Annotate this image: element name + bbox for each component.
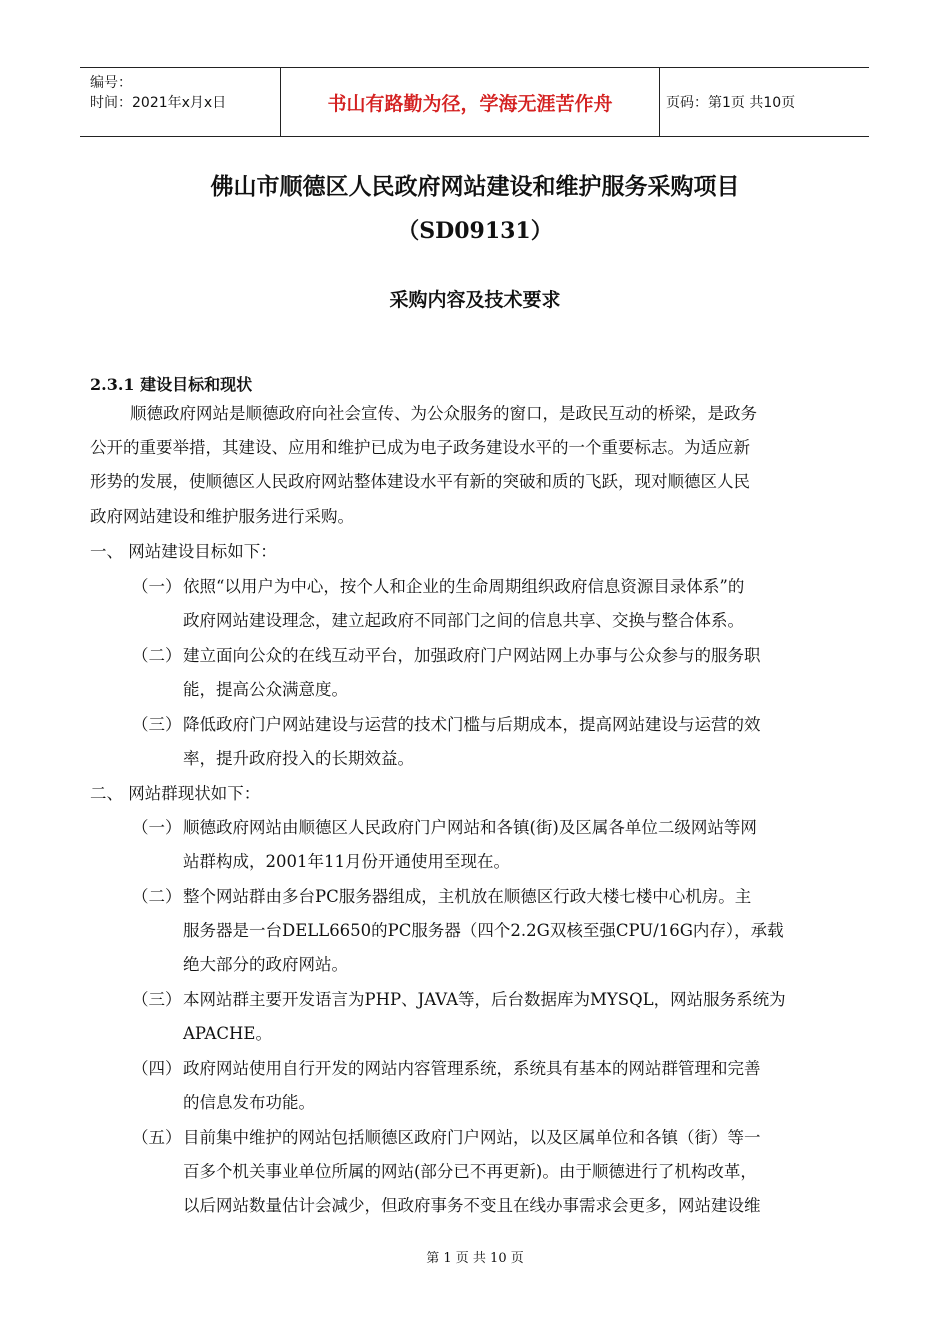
header-motto: 书山有路勤为径，学海无涯苦作舟	[280, 68, 660, 136]
list-number: （二）	[132, 646, 182, 665]
header-meta	[80, 68, 280, 136]
list-item-line: 百多个机关事业单位所属的网站(部分已不再更新)。由于顺德进行了机构改革，	[183, 1162, 757, 1181]
intro-line: 公开的重要举措，其建设、应用和维护已成为电子政务建设水平的一个重要标志。为适应新	[90, 438, 750, 457]
list-number: （三）	[132, 715, 182, 734]
list-number: （四）	[132, 1059, 182, 1078]
list-item-line: 以后网站数量估计会减少，但政府事务不变且在线办事需求会更多，网站建设维	[183, 1196, 761, 1215]
list-number: （二）	[132, 887, 182, 906]
time-label: 时间：2021年x月x日	[90, 95, 227, 111]
list-item-line: 本网站群主要开发语言为PHP、JAVA等，后台数据库为MYSQL，网站服务系统为	[183, 990, 786, 1009]
list-item-line: 依照“以用户为中心，按个人和企业的生命周期组织政府信息资源目录体系”的	[183, 577, 745, 596]
list-item-line: 率，提升政府投入的长期效益。	[183, 749, 414, 768]
intro-line: 政府网站建设和维护服务进行采购。	[90, 507, 354, 526]
list-number: （一）	[132, 818, 182, 837]
list-item-line: 站群构成，2001年11月份开通使用至现在。	[183, 852, 510, 871]
part2-heading: 二、 网站群现状如下：	[90, 784, 261, 803]
document-title: 佛山市顺德区人民政府网站建设和维护服务采购项目	[210, 173, 740, 200]
list-item-line: 政府网站建设理念，建立起政府不同部门之间的信息共享、交换与整合体系。	[183, 611, 744, 630]
intro-line: 顺德政府网站是顺德政府向社会宣传、为公众服务的窗口，是政民互动的桥梁，是政务	[130, 404, 757, 423]
page-footer: 第 1 页 共 10 页	[426, 1251, 524, 1266]
document-subtitle: 采购内容及技术要求	[389, 289, 561, 311]
header-table	[80, 67, 869, 137]
list-number: （五）	[132, 1128, 182, 1147]
section-heading: 2.3.1 建设目标和现状	[90, 375, 253, 394]
list-item-line: 绝大部分的政府网站。	[183, 955, 348, 974]
intro-line: 形势的发展，使顺德区人民政府网站整体建设水平有新的突破和质的飞跃，现对顺德区人民	[90, 472, 750, 491]
list-item-line: 建立面向公众的在线互动平台，加强政府门户网站网上办事与公众参与的服务职	[183, 646, 761, 665]
list-item-line: 服务器是一台DELL6650的PC服务器（四个2.2G双核至强CPU/16G内存），承载	[183, 921, 784, 940]
list-item-line: 降低政府门户网站建设与运营的技术门槛与后期成本，提高网站建设与运营的效	[183, 715, 761, 734]
list-item-line: 能，提高公众满意度。	[183, 680, 348, 699]
list-item-line: 顺德政府网站由顺德区人民政府门户网站和各镇(街)及区属各单位二级网站等网	[183, 818, 757, 837]
part1-heading: 一、 网站建设目标如下：	[90, 542, 277, 561]
list-item-line: 政府网站使用自行开发的网站内容管理系统，系统具有基本的网站群管理和完善	[183, 1059, 761, 1078]
header-page-info: 页码：第1页 共10页	[666, 95, 796, 111]
document-code: （SD09131）	[397, 218, 553, 244]
number-label: 编号：	[90, 75, 132, 91]
list-number: （三）	[132, 990, 182, 1009]
list-item-line: 的信息发布功能。	[183, 1093, 315, 1112]
list-item-line: 整个网站群由多台PC服务器组成，主机放在顺德区行政大楼七楼中心机房。主	[183, 887, 752, 906]
list-item-line: 目前集中维护的网站包括顺德区政府门户网站，以及区属单位和各镇（街）等一	[183, 1128, 761, 1147]
list-item-line: APACHE。	[183, 1024, 272, 1043]
list-number: （一）	[132, 577, 182, 596]
